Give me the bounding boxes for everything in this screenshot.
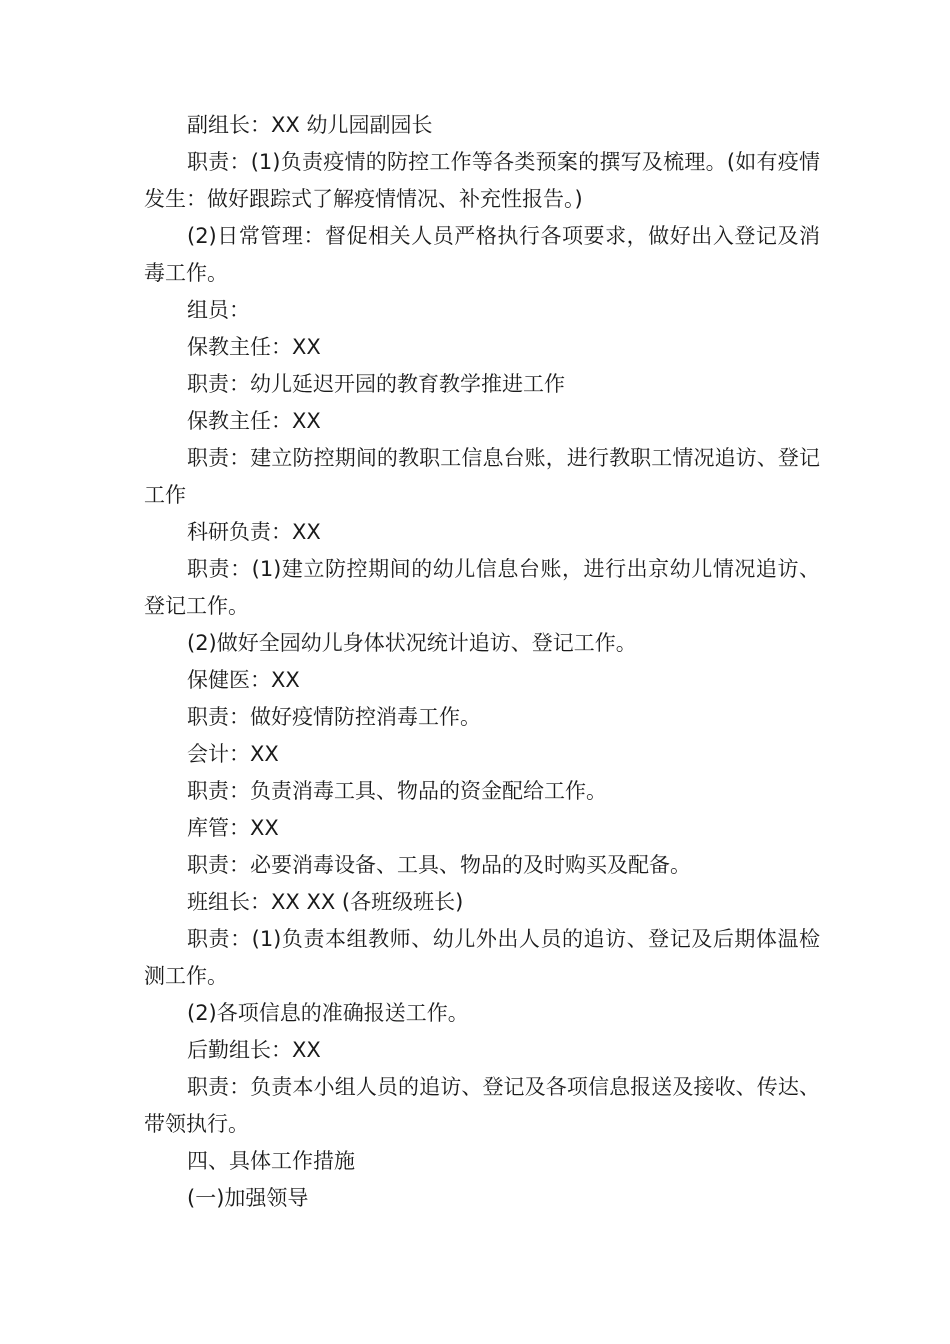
paragraph-deputy-duty-1: 职责：(1)负责疫情的防控工作等各类预案的撰写及梳理。(如有疫情发生：做好跟踪式了解疫情情况、补充性报告。): [144, 150, 820, 211]
paragraph-class-leader: 班组长：XX XX (各班级班长): [187, 890, 464, 914]
paragraph-deputy-leader: 副组长：XX 幼儿园副园长: [187, 113, 433, 137]
paragraph-education-duty-2: 职责：建立防控期间的教职工信息台账，进行教职工情况追访、登记工作: [144, 446, 820, 507]
paragraph-health-duty: 职责：做好疫情防控消毒工作。: [187, 705, 481, 729]
paragraph-class-duty-1: 职责：(1)负责本组教师、幼儿外出人员的追访、登记及后期体温检测工作。: [144, 927, 820, 988]
paragraph-research-duty-1: 职责：(1)建立防控期间的幼儿信息台账，进行出京幼儿情况追访、登记工作。: [144, 557, 820, 618]
paragraph-education-director-2: 保教主任：XX: [187, 409, 321, 433]
subsection-heading-leadership: (一)加强领导: [187, 1186, 309, 1210]
paragraph-deputy-duty-2: (2)日常管理：督促相关人员严格执行各项要求，做好出入登记及消毒工作。: [144, 224, 820, 285]
paragraph-health-doctor: 保健医：XX: [187, 668, 300, 692]
paragraph-accountant-duty: 职责：负责消毒工具、物品的资金配给工作。: [187, 779, 607, 803]
paragraph-storekeeper-duty: 职责：必要消毒设备、工具、物品的及时购买及配备。: [187, 853, 691, 877]
paragraph-research-duty-2: (2)做好全园幼儿身体状况统计追访、登记工作。: [187, 631, 637, 655]
paragraph-class-duty-2: (2)各项信息的准确报送工作。: [187, 1001, 469, 1025]
paragraph-accountant: 会计：XX: [187, 742, 279, 766]
document-body: [144, 107, 820, 1217]
paragraph-storekeeper: 库管：XX: [187, 816, 279, 840]
paragraph-research-lead: 科研负责：XX: [187, 520, 321, 544]
paragraph-members-heading: 组员：: [187, 298, 250, 322]
paragraph-education-director-1: 保教主任：XX: [187, 335, 321, 359]
section-heading-measures: 四、具体工作措施: [187, 1149, 355, 1173]
paragraph-logistics-duty: 职责：负责本小组人员的追访、登记及各项信息报送及接收、传达、带领执行。: [144, 1075, 820, 1136]
paragraph-education-duty-1: 职责：幼儿延迟开园的教育教学推进工作: [187, 372, 565, 396]
paragraph-logistics-leader: 后勤组长：XX: [187, 1038, 321, 1062]
